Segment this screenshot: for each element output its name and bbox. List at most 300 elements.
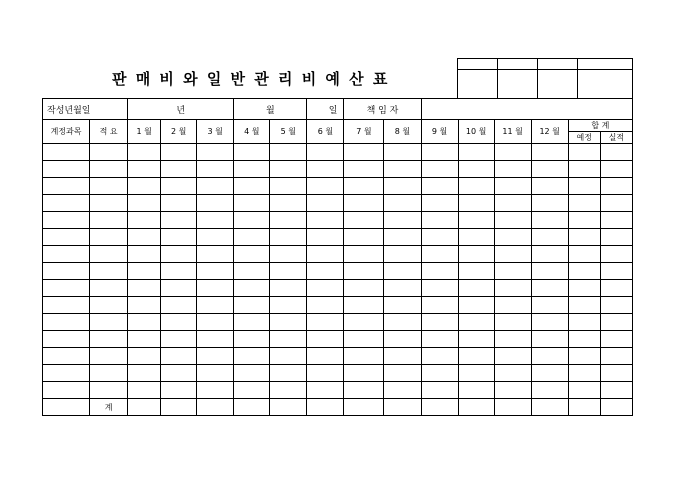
value-cell[interactable]: [234, 178, 270, 195]
value-cell[interactable]: [600, 348, 632, 365]
value-cell[interactable]: [128, 144, 161, 161]
sum-account-cell[interactable]: [43, 399, 90, 416]
value-cell[interactable]: [568, 263, 600, 280]
value-cell[interactable]: [128, 263, 161, 280]
summary-cell[interactable]: [90, 280, 128, 297]
value-cell[interactable]: [161, 161, 197, 178]
value-cell[interactable]: [270, 195, 307, 212]
value-cell[interactable]: [531, 348, 568, 365]
value-cell[interactable]: [344, 229, 384, 246]
value-cell[interactable]: [458, 246, 494, 263]
month-header: 11 월: [494, 120, 531, 144]
value-cell[interactable]: [494, 246, 531, 263]
value-cell[interactable]: [128, 331, 161, 348]
sum-cell[interactable]: [344, 399, 384, 416]
value-cell[interactable]: [458, 195, 494, 212]
value-cell[interactable]: [270, 144, 307, 161]
value-cell[interactable]: [161, 331, 197, 348]
account-cell[interactable]: [43, 263, 90, 280]
value-cell[interactable]: [270, 314, 307, 331]
value-cell[interactable]: [270, 297, 307, 314]
value-cell[interactable]: [458, 161, 494, 178]
value-cell[interactable]: [600, 297, 632, 314]
value-cell[interactable]: [384, 144, 421, 161]
value-cell[interactable]: [458, 331, 494, 348]
value-cell[interactable]: [421, 263, 458, 280]
value-cell[interactable]: [307, 263, 344, 280]
plan-header: 예정: [568, 132, 600, 144]
value-cell[interactable]: [458, 365, 494, 382]
value-cell[interactable]: [600, 161, 632, 178]
table-row: [43, 331, 633, 348]
value-cell[interactable]: [344, 178, 384, 195]
value-cell[interactable]: [568, 178, 600, 195]
value-cell[interactable]: [531, 178, 568, 195]
value-cell[interactable]: [270, 263, 307, 280]
value-cell[interactable]: [270, 212, 307, 229]
value-cell[interactable]: [421, 314, 458, 331]
value-cell[interactable]: [161, 229, 197, 246]
sum-cell[interactable]: [234, 399, 270, 416]
summary-cell[interactable]: [90, 144, 128, 161]
approval-header-cell: [578, 59, 633, 70]
month-header: 7 월: [344, 120, 384, 144]
value-cell[interactable]: [568, 314, 600, 331]
value-cell[interactable]: [531, 212, 568, 229]
value-cell[interactable]: [270, 246, 307, 263]
value-cell[interactable]: [197, 229, 234, 246]
approval-sign-cell[interactable]: [498, 70, 538, 99]
value-cell[interactable]: [161, 195, 197, 212]
value-cell[interactable]: [344, 212, 384, 229]
value-cell[interactable]: [128, 161, 161, 178]
value-cell[interactable]: [307, 178, 344, 195]
value-cell[interactable]: [600, 382, 632, 399]
value-cell[interactable]: [421, 178, 458, 195]
value-cell[interactable]: [458, 297, 494, 314]
value-cell[interactable]: [531, 246, 568, 263]
value-cell[interactable]: [128, 212, 161, 229]
manager-label: 책 임 자: [344, 99, 421, 120]
month-header: 3 월: [197, 120, 234, 144]
value-cell[interactable]: [494, 331, 531, 348]
account-cell[interactable]: [43, 178, 90, 195]
value-cell[interactable]: [600, 195, 632, 212]
value-cell[interactable]: [494, 144, 531, 161]
value-cell[interactable]: [421, 280, 458, 297]
month-header: 9 월: [421, 120, 458, 144]
value-cell[interactable]: [494, 280, 531, 297]
summary-cell[interactable]: [90, 348, 128, 365]
approval-header-cell: [538, 59, 578, 70]
summary-cell[interactable]: [90, 178, 128, 195]
value-cell[interactable]: [128, 246, 161, 263]
value-cell[interactable]: [421, 297, 458, 314]
value-cell[interactable]: [161, 314, 197, 331]
account-cell[interactable]: [43, 348, 90, 365]
value-cell[interactable]: [128, 178, 161, 195]
summary-cell[interactable]: [90, 314, 128, 331]
summary-cell[interactable]: [90, 365, 128, 382]
value-cell[interactable]: [234, 246, 270, 263]
sum-cell[interactable]: [128, 399, 161, 416]
approval-header-cell: [458, 59, 498, 70]
value-cell[interactable]: [421, 144, 458, 161]
value-cell[interactable]: [197, 212, 234, 229]
value-cell[interactable]: [128, 382, 161, 399]
value-cell[interactable]: [307, 144, 344, 161]
value-cell[interactable]: [161, 144, 197, 161]
value-cell[interactable]: [128, 297, 161, 314]
value-cell[interactable]: [600, 229, 632, 246]
value-cell[interactable]: [458, 314, 494, 331]
value-cell[interactable]: [234, 212, 270, 229]
sum-cell[interactable]: [384, 399, 421, 416]
value-cell[interactable]: [421, 382, 458, 399]
value-cell[interactable]: [568, 297, 600, 314]
sum-cell[interactable]: [421, 399, 458, 416]
summary-cell[interactable]: [90, 331, 128, 348]
month-header: 6 월: [307, 120, 344, 144]
value-cell[interactable]: [197, 263, 234, 280]
value-cell[interactable]: [568, 229, 600, 246]
value-cell[interactable]: [307, 365, 344, 382]
value-cell[interactable]: [494, 382, 531, 399]
value-cell[interactable]: [531, 161, 568, 178]
value-cell[interactable]: [197, 161, 234, 178]
summary-cell[interactable]: [90, 382, 128, 399]
value-cell[interactable]: [384, 297, 421, 314]
value-cell[interactable]: [234, 229, 270, 246]
value-cell[interactable]: [161, 280, 197, 297]
month-header: 5 월: [270, 120, 307, 144]
approval-sign-cell[interactable]: [538, 70, 578, 99]
value-cell[interactable]: [600, 280, 632, 297]
value-cell[interactable]: [421, 161, 458, 178]
summary-cell[interactable]: [90, 246, 128, 263]
value-cell[interactable]: [197, 246, 234, 263]
table-row: [43, 161, 633, 178]
value-cell[interactable]: [384, 314, 421, 331]
value-cell[interactable]: [421, 365, 458, 382]
value-cell[interactable]: [421, 229, 458, 246]
account-cell[interactable]: [43, 212, 90, 229]
value-cell[interactable]: [161, 365, 197, 382]
value-cell[interactable]: [494, 365, 531, 382]
value-cell[interactable]: [384, 178, 421, 195]
value-cell[interactable]: [307, 382, 344, 399]
value-cell[interactable]: [234, 331, 270, 348]
value-cell[interactable]: [458, 263, 494, 280]
month-header: 8 월: [384, 120, 421, 144]
value-cell[interactable]: [494, 195, 531, 212]
approval-header-cell: [498, 59, 538, 70]
value-cell[interactable]: [197, 178, 234, 195]
value-cell[interactable]: [384, 382, 421, 399]
value-cell[interactable]: [344, 144, 384, 161]
value-cell[interactable]: [234, 263, 270, 280]
value-cell[interactable]: [307, 246, 344, 263]
value-cell[interactable]: [307, 161, 344, 178]
value-cell[interactable]: [458, 382, 494, 399]
value-cell[interactable]: [421, 331, 458, 348]
table-row: [43, 263, 633, 280]
table-row: [43, 314, 633, 331]
value-cell[interactable]: [128, 348, 161, 365]
sum-cell[interactable]: [600, 399, 632, 416]
value-cell[interactable]: [494, 263, 531, 280]
value-cell[interactable]: [384, 348, 421, 365]
value-cell[interactable]: [307, 297, 344, 314]
value-cell[interactable]: [494, 229, 531, 246]
value-cell[interactable]: [494, 212, 531, 229]
value-cell[interactable]: [307, 212, 344, 229]
value-cell[interactable]: [234, 382, 270, 399]
date-label: 작성년월일: [43, 99, 128, 120]
value-cell[interactable]: [234, 365, 270, 382]
value-cell[interactable]: [234, 314, 270, 331]
table-row: [43, 280, 633, 297]
value-cell[interactable]: [344, 280, 384, 297]
value-cell[interactable]: [568, 365, 600, 382]
value-cell[interactable]: [234, 161, 270, 178]
value-cell[interactable]: [531, 297, 568, 314]
budget-table: [42, 98, 633, 416]
month-header: 12 월: [531, 120, 568, 144]
value-cell[interactable]: [531, 365, 568, 382]
value-cell[interactable]: [600, 331, 632, 348]
table-row: [43, 246, 633, 263]
value-cell[interactable]: [197, 297, 234, 314]
value-cell[interactable]: [161, 178, 197, 195]
value-cell[interactable]: [531, 382, 568, 399]
sum-cell[interactable]: [270, 399, 307, 416]
value-cell[interactable]: [307, 331, 344, 348]
value-cell[interactable]: [494, 178, 531, 195]
value-cell[interactable]: [421, 212, 458, 229]
value-cell[interactable]: [234, 280, 270, 297]
sum-cell[interactable]: [458, 399, 494, 416]
value-cell[interactable]: [270, 365, 307, 382]
value-cell[interactable]: [600, 365, 632, 382]
value-cell[interactable]: [494, 161, 531, 178]
value-cell[interactable]: [270, 382, 307, 399]
value-cell[interactable]: [384, 263, 421, 280]
value-cell[interactable]: [494, 297, 531, 314]
account-cell[interactable]: [43, 382, 90, 399]
value-cell[interactable]: [234, 195, 270, 212]
value-cell[interactable]: [128, 280, 161, 297]
value-cell[interactable]: [344, 348, 384, 365]
year-label[interactable]: 년: [128, 99, 234, 120]
account-header: 계정과목: [43, 120, 90, 144]
value-cell[interactable]: [161, 348, 197, 365]
value-cell[interactable]: [568, 144, 600, 161]
account-cell[interactable]: [43, 331, 90, 348]
value-cell[interactable]: [458, 280, 494, 297]
value-cell[interactable]: [234, 297, 270, 314]
value-cell[interactable]: [307, 348, 344, 365]
value-cell[interactable]: [600, 178, 632, 195]
value-cell[interactable]: [421, 195, 458, 212]
page-title: 판 매 비 와 일 반 관 리 비 예 산 표: [112, 70, 390, 88]
value-cell[interactable]: [197, 144, 234, 161]
summary-cell[interactable]: [90, 212, 128, 229]
approval-sign-cell[interactable]: [578, 70, 633, 99]
value-cell[interactable]: [197, 195, 234, 212]
summary-cell[interactable]: [90, 195, 128, 212]
table-row: [43, 144, 633, 161]
value-cell[interactable]: [384, 195, 421, 212]
value-cell[interactable]: [531, 229, 568, 246]
value-cell[interactable]: [161, 263, 197, 280]
value-cell[interactable]: [384, 212, 421, 229]
summary-cell[interactable]: [90, 263, 128, 280]
table-row: [43, 297, 633, 314]
table-row: [43, 382, 633, 399]
value-cell[interactable]: [458, 229, 494, 246]
value-cell[interactable]: [600, 212, 632, 229]
table-row: [43, 195, 633, 212]
table-row: [43, 365, 633, 382]
value-cell[interactable]: [161, 297, 197, 314]
value-cell[interactable]: [384, 229, 421, 246]
value-cell[interactable]: [384, 246, 421, 263]
value-cell[interactable]: [344, 314, 384, 331]
approval-sign-cell[interactable]: [458, 70, 498, 99]
value-cell[interactable]: [458, 144, 494, 161]
sum-cell[interactable]: [531, 399, 568, 416]
value-cell[interactable]: [161, 212, 197, 229]
account-cell[interactable]: [43, 229, 90, 246]
value-cell[interactable]: [344, 331, 384, 348]
summary-cell[interactable]: [90, 161, 128, 178]
value-cell[interactable]: [384, 331, 421, 348]
value-cell[interactable]: [128, 195, 161, 212]
value-cell[interactable]: [161, 382, 197, 399]
value-cell[interactable]: [128, 365, 161, 382]
value-cell[interactable]: [128, 229, 161, 246]
value-cell[interactable]: [344, 161, 384, 178]
value-cell[interactable]: [384, 161, 421, 178]
account-cell[interactable]: [43, 314, 90, 331]
month-label[interactable]: 월: [234, 99, 307, 120]
summary-cell[interactable]: [90, 229, 128, 246]
value-cell[interactable]: [568, 246, 600, 263]
value-cell[interactable]: [344, 382, 384, 399]
table-row: [43, 229, 633, 246]
sum-cell[interactable]: [568, 399, 600, 416]
table-row: [43, 348, 633, 365]
value-cell[interactable]: [270, 178, 307, 195]
account-cell[interactable]: [43, 297, 90, 314]
month-header: 10 월: [458, 120, 494, 144]
value-cell[interactable]: [421, 348, 458, 365]
total-header: 합 계: [568, 120, 632, 132]
month-header: 2 월: [161, 120, 197, 144]
value-cell[interactable]: [270, 331, 307, 348]
value-cell[interactable]: [197, 382, 234, 399]
value-cell[interactable]: [458, 348, 494, 365]
account-cell[interactable]: [43, 246, 90, 263]
value-cell[interactable]: [197, 314, 234, 331]
value-cell[interactable]: [197, 348, 234, 365]
value-cell[interactable]: [458, 178, 494, 195]
value-cell[interactable]: [494, 348, 531, 365]
value-cell[interactable]: [161, 246, 197, 263]
value-cell[interactable]: [270, 280, 307, 297]
value-cell[interactable]: [307, 195, 344, 212]
value-cell[interactable]: [384, 365, 421, 382]
value-cell[interactable]: [600, 246, 632, 263]
account-cell[interactable]: [43, 144, 90, 161]
value-cell[interactable]: [531, 331, 568, 348]
value-cell[interactable]: [568, 348, 600, 365]
value-cell[interactable]: [458, 212, 494, 229]
value-cell[interactable]: [270, 161, 307, 178]
value-cell[interactable]: [568, 161, 600, 178]
value-cell[interactable]: [568, 212, 600, 229]
value-cell[interactable]: [197, 280, 234, 297]
value-cell[interactable]: [600, 263, 632, 280]
table-row: [43, 212, 633, 229]
value-cell[interactable]: [344, 297, 384, 314]
value-cell[interactable]: [234, 348, 270, 365]
value-cell[interactable]: [344, 195, 384, 212]
value-cell[interactable]: [568, 195, 600, 212]
value-cell[interactable]: [270, 229, 307, 246]
value-cell[interactable]: [307, 229, 344, 246]
value-cell[interactable]: [531, 263, 568, 280]
summary-cell[interactable]: [90, 297, 128, 314]
value-cell[interactable]: [344, 246, 384, 263]
account-cell[interactable]: [43, 280, 90, 297]
month-header: 4 월: [234, 120, 270, 144]
value-cell[interactable]: [421, 246, 458, 263]
value-cell[interactable]: [600, 144, 632, 161]
account-cell[interactable]: [43, 195, 90, 212]
value-cell[interactable]: [531, 280, 568, 297]
value-cell[interactable]: [568, 382, 600, 399]
sum-cell[interactable]: [161, 399, 197, 416]
month-header: 1 월: [128, 120, 161, 144]
sum-cell[interactable]: [197, 399, 234, 416]
value-cell[interactable]: [600, 314, 632, 331]
value-cell[interactable]: [128, 314, 161, 331]
value-cell[interactable]: [344, 365, 384, 382]
value-cell[interactable]: [568, 280, 600, 297]
value-cell[interactable]: [234, 144, 270, 161]
account-cell[interactable]: [43, 365, 90, 382]
value-cell[interactable]: [384, 280, 421, 297]
value-cell[interactable]: [307, 314, 344, 331]
value-cell[interactable]: [494, 314, 531, 331]
value-cell[interactable]: [531, 314, 568, 331]
value-cell[interactable]: [270, 348, 307, 365]
sum-cell[interactable]: [494, 399, 531, 416]
sum-cell[interactable]: [307, 399, 344, 416]
manager-value[interactable]: [421, 99, 632, 120]
value-cell[interactable]: [307, 280, 344, 297]
value-cell[interactable]: [197, 331, 234, 348]
value-cell[interactable]: [344, 263, 384, 280]
day-label[interactable]: 일: [307, 99, 344, 120]
value-cell[interactable]: [531, 144, 568, 161]
value-cell[interactable]: [197, 365, 234, 382]
value-cell[interactable]: [531, 195, 568, 212]
value-cell[interactable]: [568, 331, 600, 348]
account-cell[interactable]: [43, 161, 90, 178]
